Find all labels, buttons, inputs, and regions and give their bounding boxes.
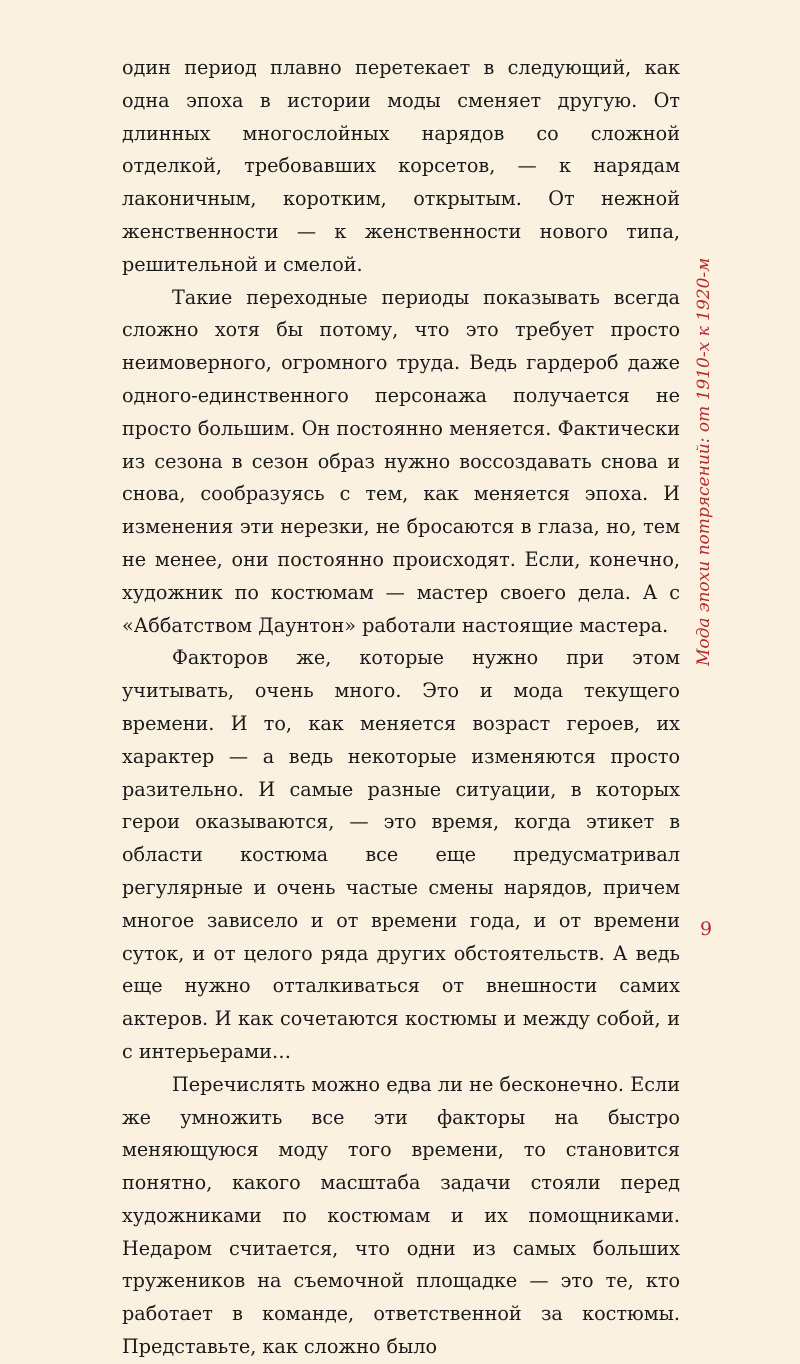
body-text	[122, 52, 680, 1364]
paragraph-2: Такие переходные периоды показывать всегда сложно хотя бы потому, что это требует просто неимоверного, огромного труда. Ведь гардероб даже одного-единственного персонажа получается не просто большим. Он постоянно меняется. Фактически из сезона в сезон образ нужно воссоздавать снова и снова, сообразуясь с тем, как меняется эпоха. И изменения эти нерезки, не бросаются в глаза, но, тем не менее, они постоянно происходят. Если, конечно, художник по костюмам — мастер своего дела. А с «Аббатством Даунтон» работали настоящие мастера.	[122, 285, 680, 637]
running-title	[694, 46, 724, 666]
paragraph-4: Перечислять можно едва ли не бесконечно. Если же умножить все эти факторы на быстро меняющуюся моду того времени, то становится понятно, какого масштаба задачи стояли перед художниками по костюмам и их помощниками. Недаром считается, что одни из самых больших тружеников на съемочной площадке — это те, кто работает в команде, ответственной за костюмы. Представьте, как сложно было	[122, 1072, 680, 1359]
paragraph-1: один период плавно перетекает в следующий, как одна эпоха в истории моды сменяет другую. От длинных многослойных нарядов со сложной отделкой, требовавших корсетов, — к нарядам лаконичным, коротким, открытым. От нежной женственности — к женственности нового типа, решительной и смелой.	[122, 56, 680, 276]
paragraph-3: Факторов же, которые нужно при этом учитывать, очень много. Это и мода текущего времени. И то, как меняется возраст героев, их характер — а ведь некоторые изменяются просто разительно. И самые разные ситуации, в которых герои оказываются, — это время, когда этикет в области костюма все еще предусматривал регулярные и очень частые смены нарядов, причем многое зависело и от времени года, и от времени суток, и от целого ряда других обстоятельств. А ведь еще нужно отталкиваться от внешности самих актеров. И как сочетаются костюмы и между собой, и с интерьерами…	[122, 646, 680, 1063]
page-number: 9	[700, 918, 713, 940]
running-title-text: Мода эпохи потрясений: от 1910-х к 1920-м	[694, 257, 714, 666]
